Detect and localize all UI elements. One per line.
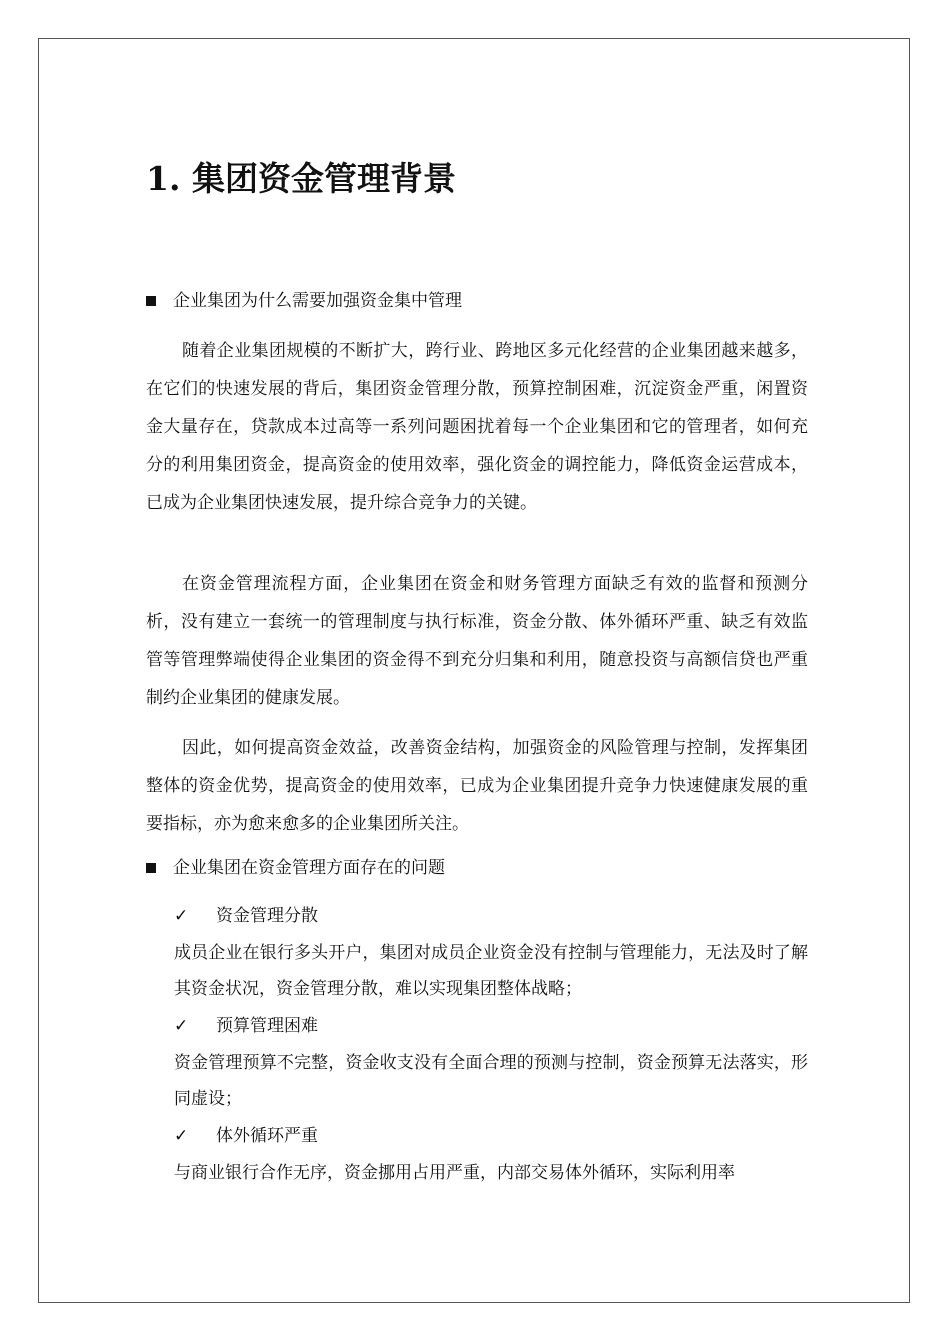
checklist-text: 成员企业在银行多头开户，集团对成员企业资金没有控制与管理能力，无法及时了解其资金状况，资金管理分散，难以实现集团整体战略；	[174, 943, 808, 999]
square-bullet-icon	[146, 296, 156, 306]
section-heading: 企业集团为什么需要加强资金集中管理	[146, 291, 462, 311]
paragraph: 因此，如何提高资金效益，改善资金结构，加强资金的风险管理与控制，发挥集团整体的资金优势，提高资金的使用效率，已成为企业集团提升竞争力快速健康发展的重要指标，亦为愈来愈多的企业集团所关注。	[146, 738, 808, 834]
check-icon: ✓	[174, 1016, 189, 1036]
paragraph: 随着企业集团规模的不断扩大，跨行业、跨地区多元化经营的企业集团越来越多，在它们的快速发展的背后，集团资金管理分散，预算控制困难，沉淀资金严重，闲置资金大量存在，贷款成本过高等一系列问题困扰着每一个企业集团和它的管理者，如何充分的利用集团资金，提高资金的使用效率，强化资金的调控能力，降低资金运营成本，已成为企业集团快速发展，提升综合竞争力的关键。	[146, 341, 808, 513]
section-heading: 企业集团在资金管理方面存在的问题	[146, 858, 445, 878]
square-bullet-icon	[146, 863, 156, 873]
check-icon: ✓	[174, 1126, 189, 1146]
checklist-text: 资金管理预算不完整，资金收支没有全面合理的预测与控制，资金预算无法落实，形同虚设；	[174, 1053, 808, 1109]
checklist-text: 与商业银行合作无序，资金挪用占用严重，内部交易体外循环，实际利用率	[174, 1163, 735, 1183]
page-title: 1. 集团资金管理背景	[146, 159, 456, 198]
check-icon: ✓	[174, 906, 189, 926]
checklist-item: ✓ 体外循环严重	[174, 1126, 318, 1146]
checklist-item: ✓ 预算管理困难	[174, 1016, 318, 1036]
paragraph: 在资金管理流程方面，企业集团在资金和财务管理方面缺乏有效的监督和预测分析，没有建立一套统一的管理制度与执行标准，资金分散、体外循环严重、缺乏有效监管等管理弊端使得企业集团的资金得不到充分归集和利用，随意投资与高额信贷也严重制约企业集团的健康发展。	[146, 574, 808, 708]
checklist-item: ✓ 资金管理分散	[174, 906, 318, 926]
